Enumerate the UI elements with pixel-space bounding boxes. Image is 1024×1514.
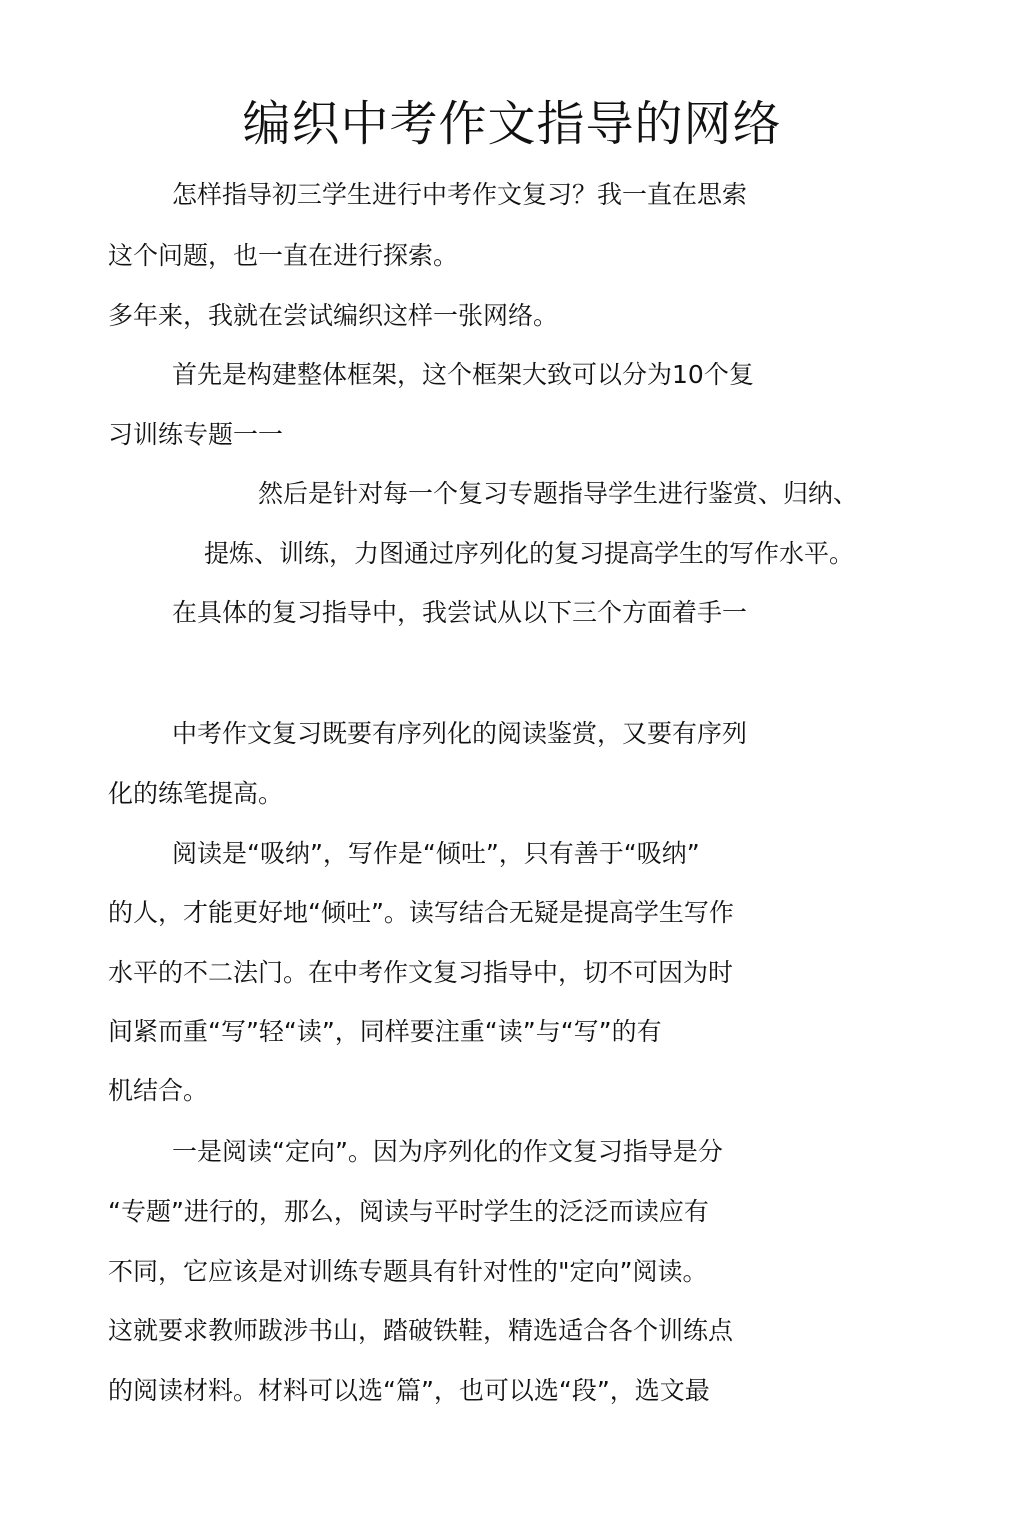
text-line: 化的练笔提高。 — [108, 779, 284, 808]
text-line: 怎样指导初三学生进行中考作文复习？我一直在思索 — [172, 180, 748, 209]
text-line: 这就要求教师跋涉书山，踏破铁鞋，精选适合各个训练点 — [108, 1316, 734, 1345]
text-line: 提炼、训练，力图通过序列化的复习提高学生的写作水平。 — [204, 539, 855, 568]
text-line: 多年来，我就在尝试编织这样一张网络。 — [108, 301, 559, 330]
text-line: 这个问题，也一直在进行探索。 — [108, 241, 459, 270]
text-line: 不同，它应该是对训练专题具有针对性的"定向”阅读。 — [108, 1257, 708, 1286]
text-line: 中考作文复习既要有序列化的阅读鉴赏，又要有序列 — [172, 719, 748, 748]
text-line: 间紧而重“写”轻“读”，同样要注重“读”与“写”的有 — [108, 1017, 662, 1046]
text-line: 首先是构建整体框架，这个框架大致可以分为10个复 — [172, 360, 754, 389]
text-line: 机结合。 — [108, 1076, 209, 1105]
text-line: 一是阅读“定向”。因为序列化的作文复习指导是分 — [172, 1137, 723, 1166]
text-line: 然后是针对每一个复习专题指导学生进行鉴赏、归纳、 — [258, 479, 859, 508]
page-title: 编织中考作文指导的网络 — [242, 96, 782, 152]
text-line: 水平的不二法门。在中考作文复习指导中，切不可因为时 — [108, 958, 734, 987]
text-line: 在具体的复习指导中，我尝试从以下三个方面着手一 — [172, 598, 748, 627]
text-line: 的人，才能更好地“倾吐”。读写结合无疑是提高学生写作 — [108, 898, 734, 927]
text-line: 的阅读材料。材料可以选“篇”，也可以选“段”，选文最 — [108, 1376, 710, 1405]
text-line: 阅读是“吸纳”，写作是“倾吐”，只有善于“吸纳” — [172, 839, 700, 868]
text-line: 习训练专题一一 — [108, 420, 284, 449]
text-line: “专题”进行的，那么，阅读与平时学生的泛泛而读应有 — [108, 1197, 709, 1226]
